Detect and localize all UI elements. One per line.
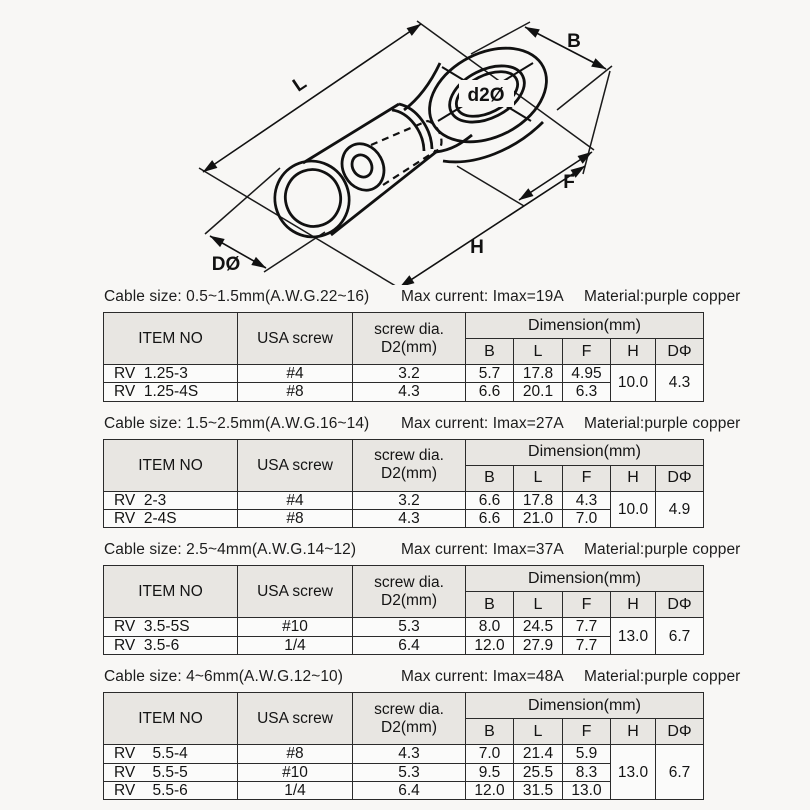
spec-table (103, 565, 704, 655)
dim-line-L (203, 24, 421, 172)
screw-dia-line2: D2(mm) (381, 718, 437, 736)
spec-table (103, 692, 704, 800)
col-head-item-no: ITEM NO (104, 693, 238, 745)
cell-dim-B: 8.0 (466, 618, 514, 636)
col-head-dim-L: L (514, 592, 563, 618)
cell-item-no: RV 5.5-4 (104, 745, 238, 763)
cell-dim-L: 24.5 (514, 618, 563, 636)
col-head-usa-screw: USA screw (238, 566, 353, 618)
cell-usa-screw: #10 (238, 763, 353, 781)
col-head-dim-B: B (466, 465, 514, 491)
cable-size-text: Cable size: 0.5~1.5mm(A.W.G.22~16) (104, 288, 370, 305)
cable-size-text: Cable size: 2.5~4mm(A.W.G.14~12) (104, 541, 357, 559)
col-head-usa-screw: USA screw (238, 693, 353, 745)
cell-usa-screw: #10 (238, 618, 353, 636)
screw-dia-line2: D2(mm) (381, 338, 437, 356)
cell-dim-F: 8.3 (563, 763, 611, 781)
cell-dim-H: 13.0 (611, 745, 656, 800)
col-head-usa-screw: USA screw (238, 313, 353, 365)
screw-dia-line1: screw dia. (374, 447, 444, 465)
cell-usa-screw: #8 (238, 383, 353, 401)
cell-dim-L: 27.9 (514, 636, 563, 654)
cell-item-no: RV 2-4S (104, 510, 238, 528)
spec-section (0, 668, 810, 800)
section-caption (104, 415, 810, 433)
cell-item-no: RV 5.5-6 (104, 781, 238, 799)
section-caption (104, 288, 810, 306)
screw-dia-line1: screw dia. (374, 574, 444, 592)
col-head-dim-L: L (514, 719, 563, 745)
col-head-dim-B: B (466, 592, 514, 618)
col-head-dim-DΦ: DΦ (656, 465, 704, 491)
material-text: Material:purple copper (584, 668, 741, 686)
col-head-dim-F: F (563, 465, 611, 491)
col-head-dim-DΦ: DΦ (656, 719, 704, 745)
col-head-dim-DΦ: DΦ (656, 592, 704, 618)
col-head-screw-dia (353, 439, 466, 491)
table-row (104, 365, 704, 383)
cell-dim-B: 6.6 (466, 383, 514, 401)
cell-dim-F: 4.3 (563, 491, 611, 509)
col-head-dimension: Dimension(mm) (466, 439, 704, 465)
cell-item-no: RV 3.5-6 (104, 636, 238, 654)
col-head-dim-B: B (466, 719, 514, 745)
spec-table (103, 312, 704, 402)
cell-screw-dia: 4.3 (353, 745, 466, 763)
cell-screw-dia: 4.3 (353, 510, 466, 528)
col-head-item-no: ITEM NO (104, 566, 238, 618)
cell-item-no: RV 1.25-3 (104, 365, 238, 383)
max-current-text: Max current: Imax=27A (401, 414, 564, 432)
spec-sections (0, 288, 810, 800)
inspection-hole-inner (348, 151, 376, 180)
cell-item-no: RV 3.5-5S (104, 618, 238, 636)
cell-dim-L: 17.8 (514, 365, 563, 383)
screw-dia-line2: D2(mm) (381, 591, 437, 609)
cell-dim-F: 4.95 (563, 365, 611, 383)
cell-dim-L: 21.0 (514, 510, 563, 528)
spec-section (0, 541, 810, 655)
section-caption (104, 541, 810, 559)
col-head-dim-F: F (563, 592, 611, 618)
col-head-screw-dia (353, 313, 466, 365)
spec-section (0, 288, 810, 402)
cell-dim-B: 6.6 (466, 510, 514, 528)
screw-dia-line2: D2(mm) (381, 465, 437, 483)
table-row (104, 618, 704, 636)
label-B: B (567, 31, 581, 52)
cell-usa-screw: #4 (238, 365, 353, 383)
cell-dim-H: 10.0 (611, 491, 656, 528)
material-text: Material:purple copper (584, 288, 741, 305)
ring-terminal-diagram (0, 0, 810, 285)
cell-dim-F: 6.3 (563, 383, 611, 401)
cell-dim-L: 20.1 (514, 383, 563, 401)
cell-dim-D: 4.9 (656, 491, 704, 528)
extension-lines (199, 21, 612, 285)
col-head-dim-H: H (611, 719, 656, 745)
dim-line-H (400, 166, 585, 285)
col-head-dim-B: B (466, 339, 514, 365)
terminal-drawing (0, 0, 810, 285)
cell-screw-dia: 3.2 (353, 491, 466, 509)
cell-screw-dia: 3.2 (353, 365, 466, 383)
spec-table (103, 439, 704, 529)
col-head-dimension: Dimension(mm) (466, 313, 704, 339)
cell-usa-screw: 1/4 (238, 636, 353, 654)
cell-dim-D: 6.7 (656, 618, 704, 655)
col-head-dim-F: F (563, 719, 611, 745)
cell-screw-dia: 6.4 (353, 781, 466, 799)
cell-dim-B: 5.7 (466, 365, 514, 383)
cell-dim-D: 4.3 (656, 365, 704, 402)
cable-size-text: Cable size: 1.5~2.5mm(A.W.G.16~14) (104, 414, 370, 432)
col-head-dim-DΦ: DΦ (656, 339, 704, 365)
cell-dim-L: 31.5 (514, 781, 563, 799)
col-head-dim-H: H (611, 465, 656, 491)
label-F: F (563, 172, 575, 193)
col-head-dim-H: H (611, 339, 656, 365)
max-current-text: Max current: Imax=19A (401, 288, 564, 305)
spec-section (0, 415, 810, 529)
dim-line-B (525, 27, 606, 69)
cell-dim-L: 17.8 (514, 491, 563, 509)
label-D: DØ (211, 254, 241, 275)
cell-dim-H: 10.0 (611, 365, 656, 402)
barrel-outer-rim (264, 151, 360, 248)
cell-usa-screw: 1/4 (238, 781, 353, 799)
cable-size-text: Cable size: 4~6mm(A.W.G.12~10) (104, 668, 344, 686)
max-current-text: Max current: Imax=37A (401, 541, 564, 559)
table-row (104, 745, 704, 763)
dim-line-F (519, 152, 592, 200)
cell-dim-F: 5.9 (563, 745, 611, 763)
cell-screw-dia: 6.4 (353, 636, 466, 654)
dimension-lines (203, 24, 606, 285)
label-L: L (289, 72, 311, 97)
cell-dim-F: 7.7 (563, 618, 611, 636)
cell-dim-F: 7.7 (563, 636, 611, 654)
max-current-text: Max current: Imax=48A (401, 668, 564, 686)
section-caption (104, 668, 810, 686)
col-head-dimension: Dimension(mm) (466, 566, 704, 592)
cell-dim-H: 13.0 (611, 618, 656, 655)
cell-dim-B: 12.0 (466, 781, 514, 799)
material-text: Material:purple copper (584, 414, 741, 432)
col-head-screw-dia (353, 693, 466, 745)
cell-item-no: RV 2-3 (104, 491, 238, 509)
cell-usa-screw: #4 (238, 491, 353, 509)
inspection-hole-outer (334, 136, 392, 197)
col-head-item-no: ITEM NO (104, 439, 238, 491)
col-head-dim-F: F (563, 339, 611, 365)
label-d2: d2Ø (467, 85, 505, 106)
cell-dim-D: 6.7 (656, 745, 704, 800)
cell-item-no: RV 5.5-5 (104, 763, 238, 781)
cell-item-no: RV 1.25-4S (104, 383, 238, 401)
cell-dim-F: 13.0 (563, 781, 611, 799)
screw-dia-line1: screw dia. (374, 700, 444, 718)
col-head-dim-L: L (514, 339, 563, 365)
label-H: H (470, 237, 484, 258)
cell-screw-dia: 5.3 (353, 763, 466, 781)
cell-dim-B: 6.6 (466, 491, 514, 509)
col-head-item-no: ITEM NO (104, 313, 238, 365)
cell-dim-F: 7.0 (563, 510, 611, 528)
screw-dia-line1: screw dia. (374, 320, 444, 338)
cell-dim-L: 25.5 (514, 763, 563, 781)
col-head-usa-screw: USA screw (238, 439, 353, 491)
terminal-body (264, 29, 562, 247)
material-text: Material:purple copper (584, 541, 741, 559)
cell-dim-B: 12.0 (466, 636, 514, 654)
cell-dim-B: 7.0 (466, 745, 514, 763)
table-row (104, 491, 704, 509)
col-head-dim-L: L (514, 465, 563, 491)
col-head-dim-H: H (611, 592, 656, 618)
cell-usa-screw: #8 (238, 745, 353, 763)
cell-usa-screw: #8 (238, 510, 353, 528)
cell-dim-B: 9.5 (466, 763, 514, 781)
col-head-screw-dia (353, 566, 466, 618)
cell-screw-dia: 4.3 (353, 383, 466, 401)
cell-screw-dia: 5.3 (353, 618, 466, 636)
cell-dim-L: 21.4 (514, 745, 563, 763)
col-head-dimension: Dimension(mm) (466, 693, 704, 719)
